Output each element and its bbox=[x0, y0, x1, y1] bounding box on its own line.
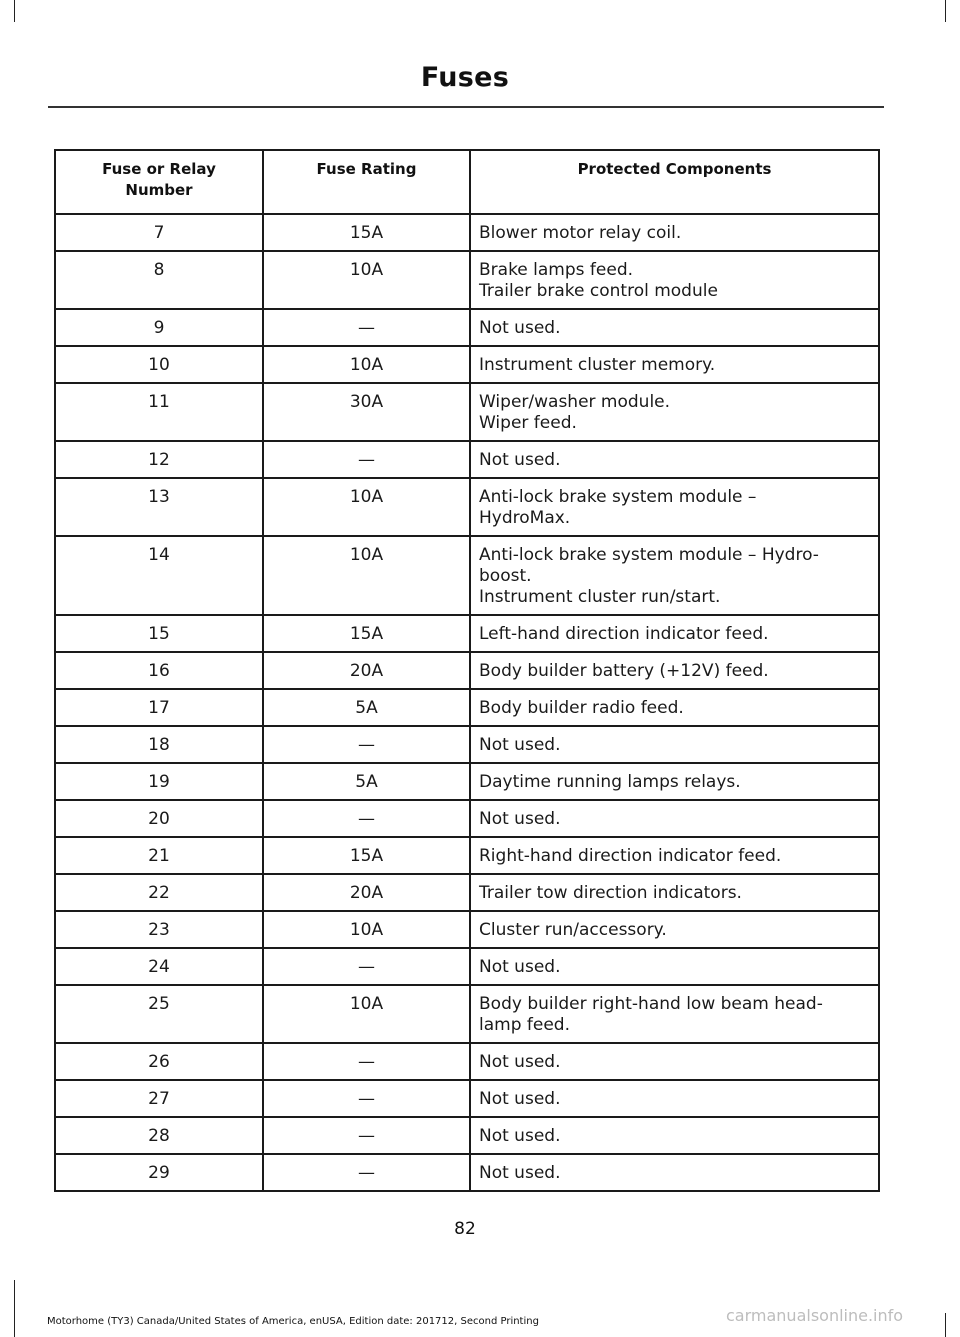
fuse-number-cell: 23 bbox=[55, 911, 263, 948]
fuse-rating-cell: 15A bbox=[263, 837, 470, 874]
component-line: Not used. bbox=[479, 1052, 561, 1072]
component-line: Body builder battery (+12V) feed. bbox=[479, 661, 769, 681]
fuse-number-cell: 7 bbox=[55, 214, 263, 251]
table-row bbox=[55, 1154, 879, 1191]
fuse-number-cell: 15 bbox=[55, 615, 263, 652]
fuse-number-cell: 19 bbox=[55, 763, 263, 800]
crop-mark-top-right bbox=[945, 0, 946, 22]
protected-components-cell bbox=[470, 689, 879, 726]
fuse-number-cell: 12 bbox=[55, 441, 263, 478]
fuse-rating-cell: 10A bbox=[263, 985, 470, 1043]
crop-mark-bottom-right bbox=[945, 1313, 946, 1337]
fuse-number-cell: 10 bbox=[55, 346, 263, 383]
table-row bbox=[55, 874, 879, 911]
page-number: 82 bbox=[454, 1219, 476, 1239]
component-line: Not used. bbox=[479, 1089, 561, 1109]
component-line: Right-hand direction indicator feed. bbox=[479, 846, 782, 866]
component-line: Instrument cluster memory. bbox=[479, 355, 716, 375]
fuse-rating-cell: — bbox=[263, 1043, 470, 1080]
component-line: Anti-lock brake system module – bbox=[479, 487, 757, 507]
protected-components-cell bbox=[470, 1080, 879, 1117]
protected-components-cell bbox=[470, 441, 879, 478]
table-row bbox=[55, 689, 879, 726]
protected-components-cell bbox=[470, 536, 879, 615]
component-line: Left-hand direction indicator feed. bbox=[479, 624, 769, 644]
table-row bbox=[55, 214, 879, 251]
component-line: lamp feed. bbox=[479, 1015, 570, 1035]
table-row bbox=[55, 309, 879, 346]
column-header-components: Protected Components bbox=[470, 150, 879, 214]
header-divider bbox=[48, 106, 884, 108]
protected-components-cell bbox=[470, 383, 879, 441]
component-line: Wiper/washer module. bbox=[479, 392, 671, 412]
protected-components-cell bbox=[470, 800, 879, 837]
table-row bbox=[55, 800, 879, 837]
table-row bbox=[55, 948, 879, 985]
table-row bbox=[55, 1080, 879, 1117]
fuse-rating-cell: 15A bbox=[263, 615, 470, 652]
protected-components-cell bbox=[470, 1117, 879, 1154]
component-line: Daytime running lamps relays. bbox=[479, 772, 741, 792]
table-row bbox=[55, 911, 879, 948]
protected-components-cell bbox=[470, 763, 879, 800]
protected-components-cell bbox=[470, 726, 879, 763]
fuse-number-cell: 8 bbox=[55, 251, 263, 309]
component-line: Not used. bbox=[479, 809, 561, 829]
protected-components-cell bbox=[470, 1043, 879, 1080]
fuse-rating-cell: 10A bbox=[263, 251, 470, 309]
component-line: HydroMax. bbox=[479, 508, 571, 528]
table-row bbox=[55, 478, 879, 536]
fuse-rating-cell: — bbox=[263, 726, 470, 763]
fuse-number-cell: 29 bbox=[55, 1154, 263, 1191]
table-row bbox=[55, 536, 879, 615]
fuse-rating-cell: 10A bbox=[263, 911, 470, 948]
component-line: Body builder radio feed. bbox=[479, 698, 684, 718]
component-line: Body builder right-hand low beam head- bbox=[479, 994, 823, 1014]
page-title: Fuses bbox=[420, 62, 510, 93]
fuse-number-cell: 25 bbox=[55, 985, 263, 1043]
table-row bbox=[55, 1117, 879, 1154]
table-row bbox=[55, 615, 879, 652]
component-line: Anti-lock brake system module – Hydro- bbox=[479, 545, 819, 565]
protected-components-cell bbox=[470, 346, 879, 383]
fuse-rating-cell: — bbox=[263, 1154, 470, 1191]
table-row bbox=[55, 383, 879, 441]
fuse-rating-cell: 30A bbox=[263, 383, 470, 441]
component-line: Instrument cluster run/start. bbox=[479, 587, 721, 607]
table-row bbox=[55, 1043, 879, 1080]
fuse-rating-cell: 10A bbox=[263, 478, 470, 536]
component-line: Not used. bbox=[479, 1126, 561, 1146]
protected-components-cell bbox=[470, 214, 879, 251]
fuse-number-cell: 22 bbox=[55, 874, 263, 911]
component-line: Blower motor relay coil. bbox=[479, 223, 682, 243]
component-line: Not used. bbox=[479, 450, 561, 470]
table-row bbox=[55, 837, 879, 874]
table-row bbox=[55, 251, 879, 309]
crop-mark-bottom-left bbox=[14, 1280, 15, 1337]
component-line: boost. bbox=[479, 566, 532, 586]
component-line: Not used. bbox=[479, 957, 561, 977]
fuse-number-cell: 13 bbox=[55, 478, 263, 536]
component-line: Wiper feed. bbox=[479, 413, 577, 433]
fuse-rating-cell: 5A bbox=[263, 689, 470, 726]
fuse-number-cell: 28 bbox=[55, 1117, 263, 1154]
table-row bbox=[55, 441, 879, 478]
table-row bbox=[55, 346, 879, 383]
protected-components-cell bbox=[470, 478, 879, 536]
fuse-number-cell: 24 bbox=[55, 948, 263, 985]
table-row bbox=[55, 726, 879, 763]
fuse-rating-cell: — bbox=[263, 309, 470, 346]
fuse-number-cell: 18 bbox=[55, 726, 263, 763]
protected-components-cell bbox=[470, 652, 879, 689]
fuse-number-cell: 26 bbox=[55, 1043, 263, 1080]
fuse-rating-cell: 10A bbox=[263, 536, 470, 615]
fuse-number-cell: 9 bbox=[55, 309, 263, 346]
protected-components-cell bbox=[470, 874, 879, 911]
fuse-rating-cell: — bbox=[263, 800, 470, 837]
fuse-rating-cell: 10A bbox=[263, 346, 470, 383]
component-line: Cluster run/accessory. bbox=[479, 920, 667, 940]
component-line: Brake lamps feed. bbox=[479, 260, 634, 280]
fuse-number-cell: 11 bbox=[55, 383, 263, 441]
fuse-table-body bbox=[55, 214, 879, 1191]
table-row bbox=[55, 652, 879, 689]
fuse-rating-cell: — bbox=[263, 948, 470, 985]
protected-components-cell bbox=[470, 309, 879, 346]
protected-components-cell bbox=[470, 911, 879, 948]
fuse-rating-cell: 5A bbox=[263, 763, 470, 800]
fuse-number-cell: 14 bbox=[55, 536, 263, 615]
protected-components-cell bbox=[470, 985, 879, 1043]
fuse-rating-cell: 15A bbox=[263, 214, 470, 251]
fuse-table bbox=[54, 149, 880, 1192]
table-header-row bbox=[55, 150, 879, 214]
component-line: Not used. bbox=[479, 318, 561, 338]
fuse-rating-cell: — bbox=[263, 1080, 470, 1117]
crop-mark-top-left bbox=[14, 0, 15, 22]
footer-edition-info: Motorhome (TY3) Canada/United States of America, enUSA, Edition date: 201712, Second Printing bbox=[47, 1316, 539, 1327]
fuse-rating-cell: — bbox=[263, 441, 470, 478]
component-line: Not used. bbox=[479, 1163, 561, 1183]
fuse-number-cell: 16 bbox=[55, 652, 263, 689]
protected-components-cell bbox=[470, 1154, 879, 1191]
table-row bbox=[55, 763, 879, 800]
component-line: Not used. bbox=[479, 735, 561, 755]
column-header-number: Fuse or Relay Number bbox=[55, 150, 263, 214]
fuse-number-cell: 20 bbox=[55, 800, 263, 837]
fuse-rating-cell: 20A bbox=[263, 652, 470, 689]
protected-components-cell bbox=[470, 251, 879, 309]
table-row bbox=[55, 985, 879, 1043]
column-header-rating: Fuse Rating bbox=[263, 150, 470, 214]
protected-components-cell bbox=[470, 615, 879, 652]
fuse-number-cell: 21 bbox=[55, 837, 263, 874]
protected-components-cell bbox=[470, 837, 879, 874]
component-line: Trailer tow direction indicators. bbox=[479, 883, 742, 903]
fuse-number-cell: 27 bbox=[55, 1080, 263, 1117]
fuse-rating-cell: — bbox=[263, 1117, 470, 1154]
fuse-number-cell: 17 bbox=[55, 689, 263, 726]
protected-components-cell bbox=[470, 948, 879, 985]
watermark: carmanualsonline.info bbox=[726, 1306, 904, 1325]
fuse-rating-cell: 20A bbox=[263, 874, 470, 911]
component-line: Trailer brake control module bbox=[479, 281, 718, 301]
